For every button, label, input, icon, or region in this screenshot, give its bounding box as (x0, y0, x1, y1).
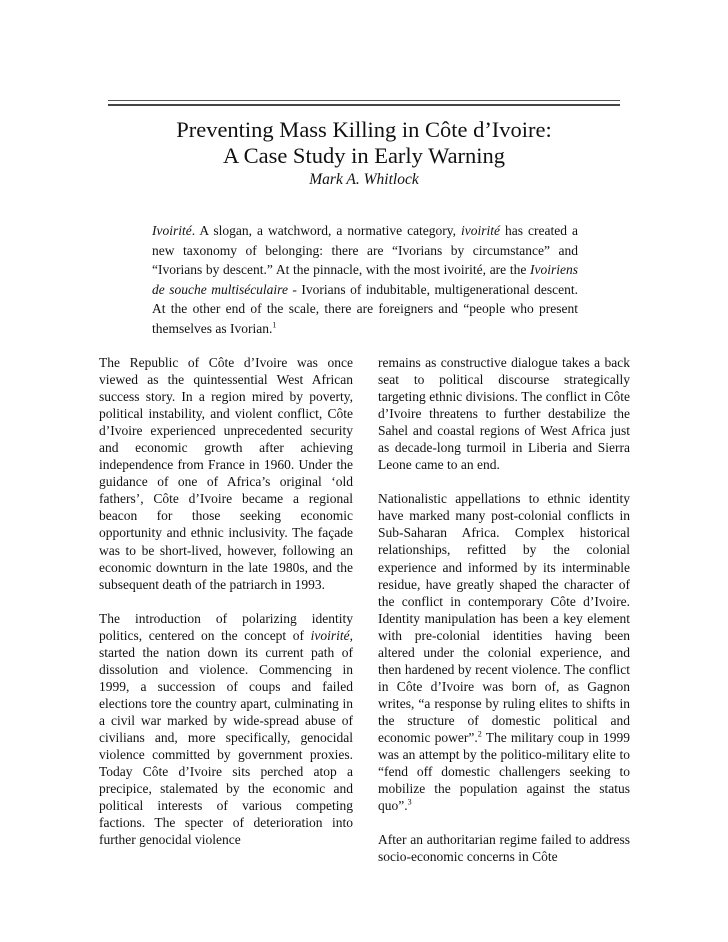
left-paragraph-2-text-a: The introduction of polarizing identity politics, centered on the concept of (99, 610, 353, 643)
right-column (378, 354, 630, 882)
right-paragraph-2-text-b: The military coup in 1999 was an attempt by the politico-military elite to “fend off domestic challengers seeking to mobilize the population against the status quo”. (378, 729, 630, 814)
footnote-marker-1: 1 (272, 320, 277, 330)
right-paragraph-2-text-a: Nationalistic appellations to ethnic identity have marked many post-colonial conflicts in Sub-Saharan Africa. Complex historical relationships, refitted by the colonial experience and informed by its interminable residue, have greatly shaped the character of the conflict in contemporary Côte d’Ivoire. Identity manipulation has been a key element with pre-colonial identities having been altered under the colonial experience, and then hardened by recent violence. The conflict in Côte d’Ivoire was born of, as Gagnon writes, “a response by ruling elites to shifts in the structure of domestic political and economic power”. (378, 491, 630, 745)
paper-title-line-2: A Case Study in Early Warning (222, 143, 506, 168)
epigraph-lead: . A slogan, a watchword, a normative category, (191, 223, 462, 238)
header-rule-bottom (108, 104, 620, 106)
right-paragraph-2 (378, 490, 630, 814)
left-paragraph-2 (99, 610, 353, 849)
right-paragraph-1: remains as constructive dialogue takes a back seat to political discourse strategically targeting ethnic divisions. The conflict in Côte d’Ivoire threatens to further destabilize the Sahel and coastal regions of West Africa just as decade-long turmoil in Liberia and Sierra Leone came to an end. (378, 355, 630, 473)
epigraph-text-2: - Ivorians of indubitable, multigenerational descent. At the other end of the scale, there are foreigners and “people who present themselves as Ivorian. (152, 281, 578, 336)
right-paragraph-3: After an authoritarian regime failed to address socio-economic concerns in Côte (378, 832, 630, 865)
header-rule-top (108, 100, 620, 101)
left-paragraph-1: The Republic of Côte d’Ivoire was once viewed as the quintessential West African success story. In a region mired by poverty, political instability, and violent conflict, Côte d’Ivoire experienced unprecedented security and economic growth after achieving independence from France in 1960. Under the guidance of one of Africa’s original ‘old fathers’, Côte d’Ivoire became a regional beacon for those seeking economic opportunity and ethnic inclusivity. The façade was to be short-lived, however, following an economic downturn in the late 1980s, and the subsequent death of the patriarch in 1993. (99, 355, 353, 592)
epigraph (152, 221, 578, 339)
epigraph-term-inline: ivoirité (461, 223, 501, 238)
epigraph-term: Ivoirité (152, 223, 192, 238)
paper-title-line-1: Preventing Mass Killing in Côte d’Ivoire: (176, 117, 552, 142)
left-paragraph-2-term: ivoirité (310, 627, 350, 643)
footnote-marker-2: 2 (477, 729, 482, 739)
epigraph-text-1: has created a new taxonomy of belonging: there are “Ivorians by circumstance” and “Ivorians by descent.” At the pinnacle, with the most ivoirité, are the (152, 223, 578, 278)
epigraph-phrase: Ivoiriens de souche multiséculaire (152, 262, 578, 297)
left-column (99, 354, 353, 865)
author-name: Mark A. Whitlock (309, 171, 419, 188)
left-paragraph-2-text-b: , started the nation down its current path of dissolution and violence. Commencing in 1999, a succession of coups and failed elections tore the country apart, culminating in a civil war marked by wide-spread abuse of civilians and, more specifically, genocidal violence committed by government proxies. Today Côte d’Ivoire sits perched atop a precipice, stalemated by the economic and political interests of various competing factions. The specter of deterioration into further genocidal violence (99, 627, 353, 848)
footnote-marker-3: 3 (407, 797, 412, 807)
